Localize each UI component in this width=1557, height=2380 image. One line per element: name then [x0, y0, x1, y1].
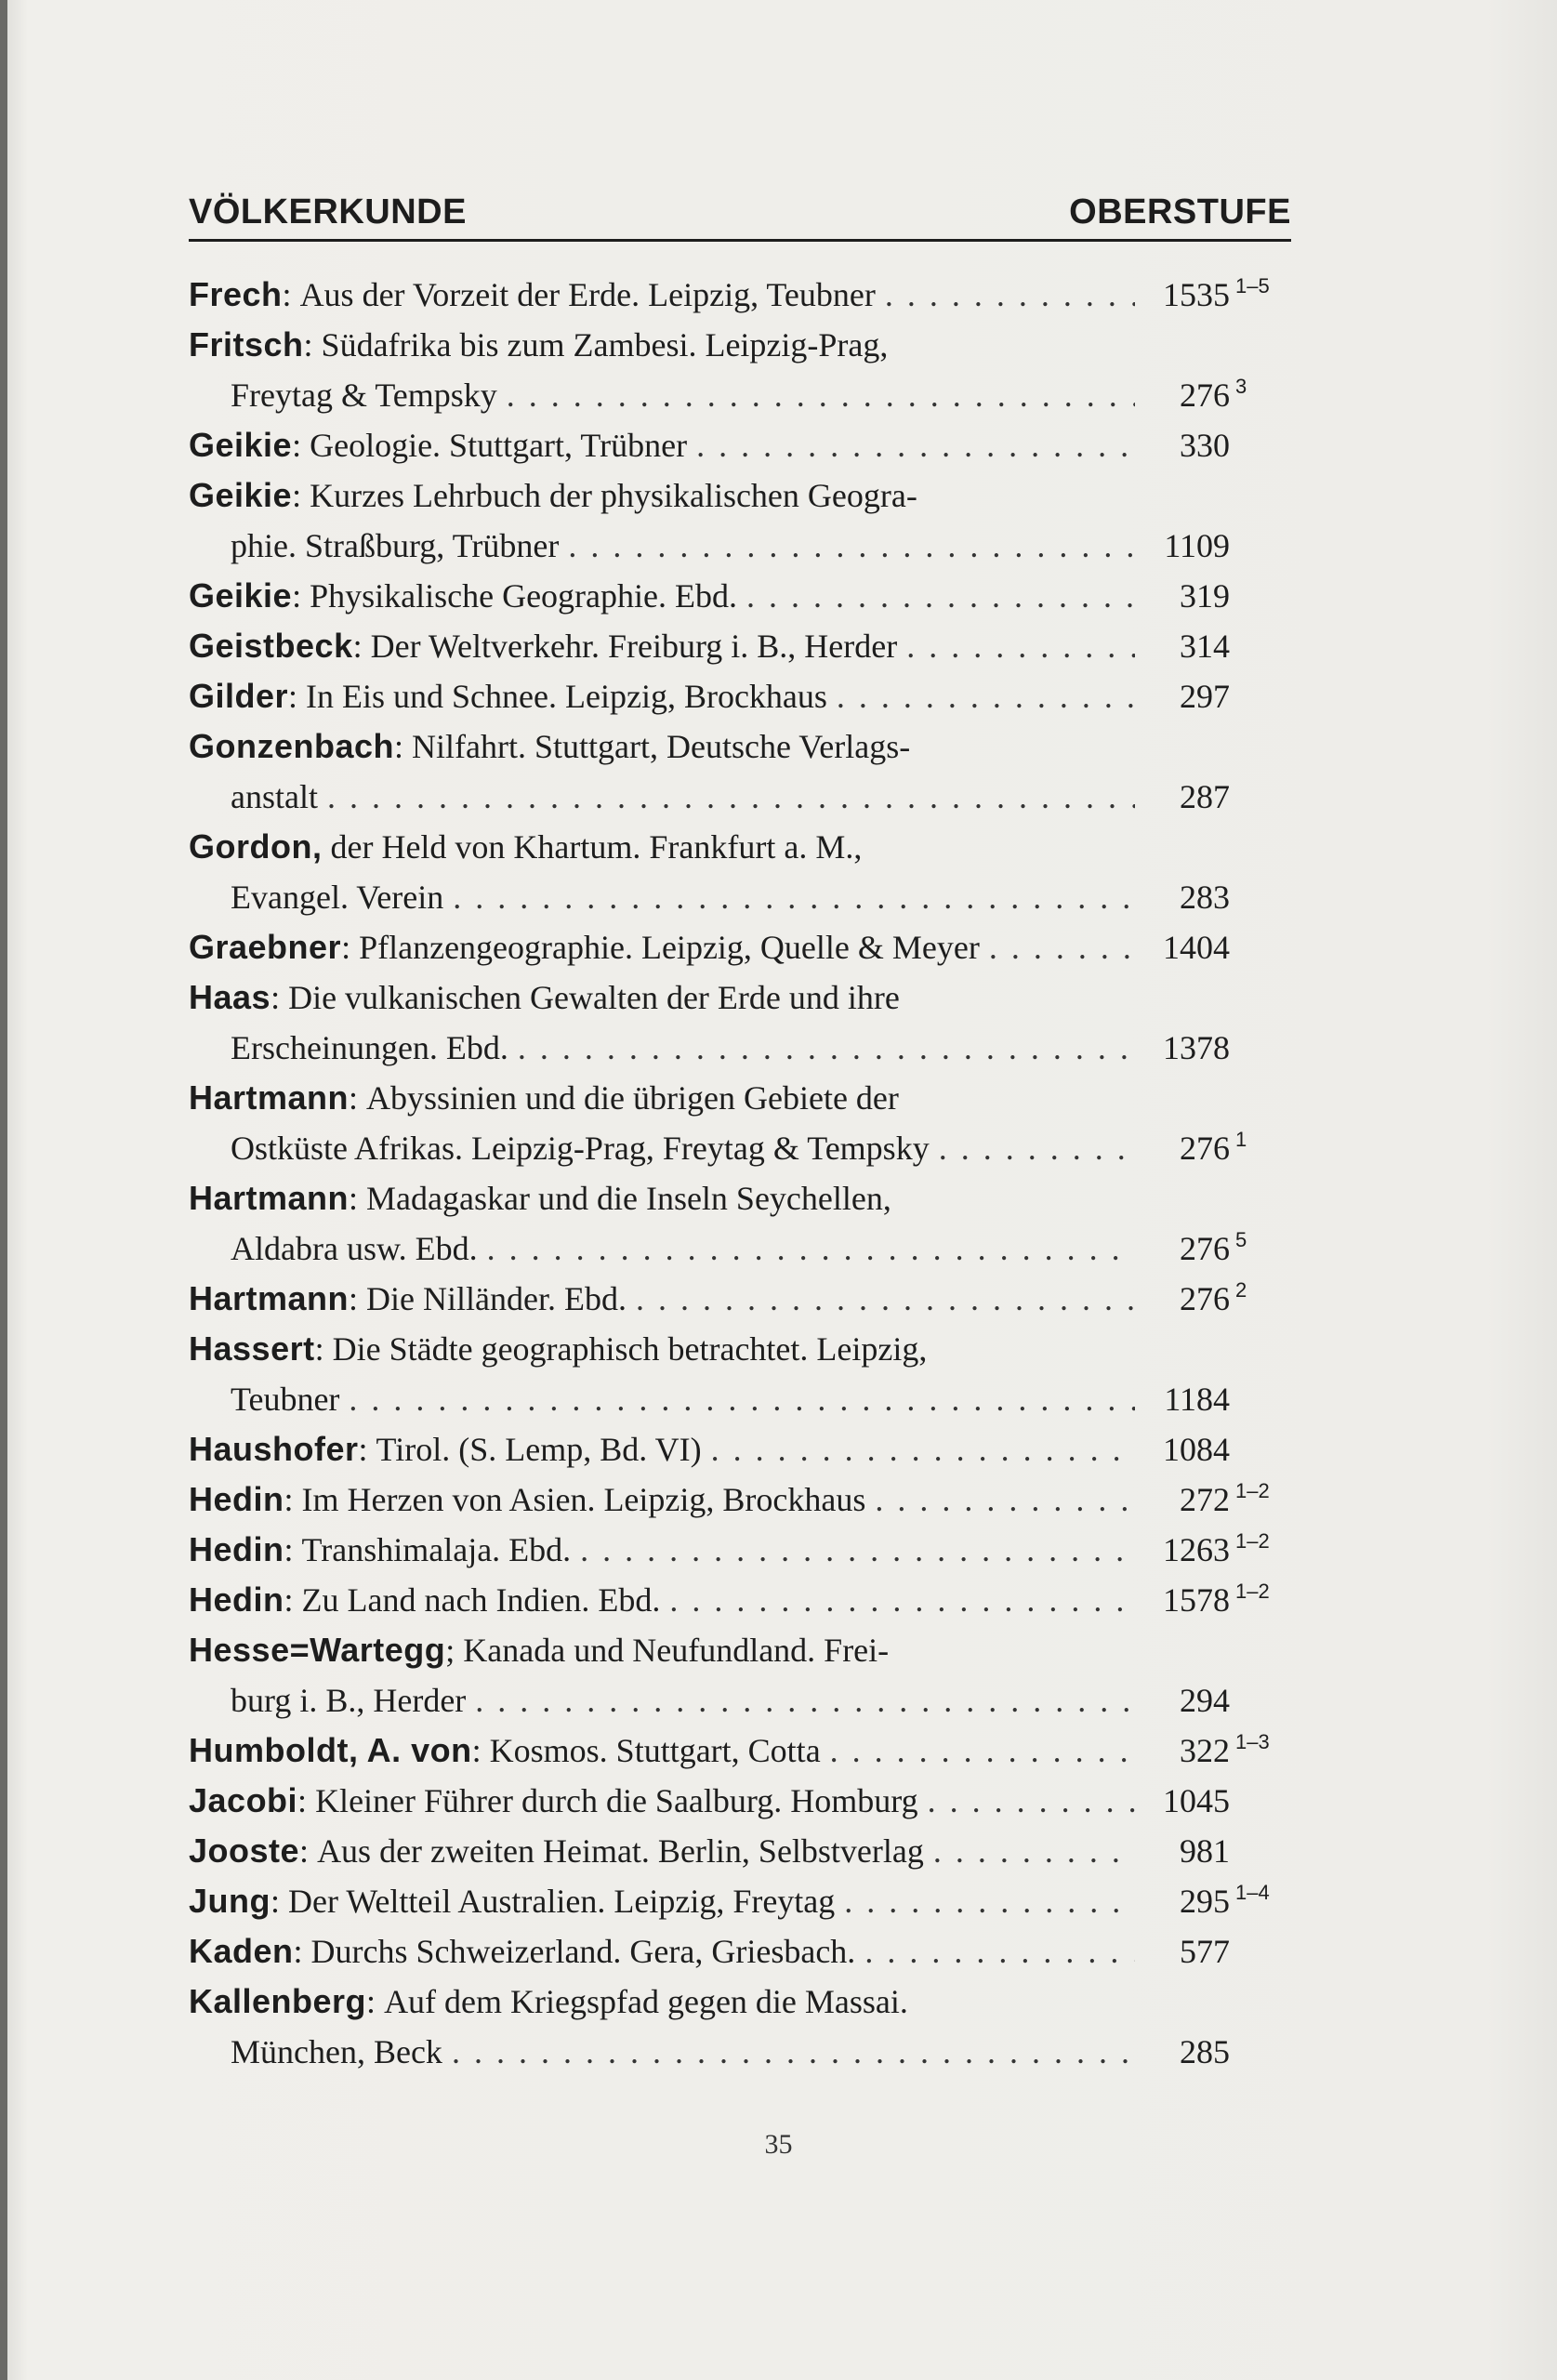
bibliography-entry: [189, 320, 1291, 420]
author-separator: :: [341, 929, 360, 966]
entry-line: [189, 1374, 1291, 1424]
dot-leader: [711, 1424, 1135, 1474]
entry-volumes: 3: [1235, 375, 1247, 398]
entry-line: [189, 1073, 1291, 1123]
entry-line: [189, 1424, 1291, 1474]
bibliography-entry: [189, 270, 1291, 320]
author-separator: :: [314, 1330, 333, 1368]
dot-leader: [746, 571, 1135, 621]
entry-number: 1404: [1163, 929, 1230, 966]
bibliography-entry: [189, 1274, 1291, 1324]
entry-number: 276: [1180, 1280, 1230, 1317]
bibliography-entry: [189, 1926, 1291, 1977]
entry-number: 577: [1180, 1933, 1230, 1970]
entry-number: 1535: [1163, 276, 1230, 313]
page-number: 35: [764, 2129, 793, 2160]
entry-line: [189, 1023, 1291, 1073]
entry-title-text: Die vulkanischen Gewalten der Erde und ihre: [288, 979, 900, 1016]
entry-author: Hartmann: [189, 1179, 350, 1217]
entry-title-text: Aldabra usw. Ebd.: [231, 1230, 478, 1267]
bibliography-entry: [189, 1324, 1291, 1424]
entry-line: [189, 1474, 1291, 1525]
entry-title-text: Der Weltverkehr. Freiburg i. B., Herder: [370, 628, 898, 665]
entry-volumes: 1–3: [1235, 1730, 1270, 1753]
dot-leader: [933, 1826, 1135, 1876]
entry-number: 1084: [1163, 1431, 1230, 1468]
dot-leader: [349, 1374, 1135, 1424]
entry-author: Jooste: [189, 1831, 300, 1870]
entry-author: Humboldt, A. von: [189, 1731, 472, 1769]
entry-number: 283: [1180, 879, 1230, 916]
entry-number: 272: [1180, 1481, 1230, 1518]
entry-line: [189, 1977, 1291, 2027]
entry-line: [189, 972, 1291, 1023]
author-separator: :: [349, 1280, 367, 1317]
dot-leader: [518, 1023, 1135, 1073]
entry-line: [189, 270, 1291, 320]
entry-author: Haas: [189, 978, 271, 1016]
entry-volumes: 1–2: [1235, 1529, 1270, 1553]
dot-leader: [507, 370, 1135, 420]
entry-author: Hedin: [189, 1530, 284, 1568]
entry-number: 1045: [1163, 1782, 1230, 1819]
entry-number: 330: [1180, 427, 1230, 464]
dot-leader: [696, 420, 1135, 470]
author-separator: :: [293, 1933, 311, 1970]
entry-author: Jung: [189, 1882, 270, 1920]
entry-line: [189, 721, 1291, 772]
dot-leader: [475, 1675, 1135, 1726]
author-separator: :: [284, 1481, 302, 1518]
entry-title-text: Geologie. Stuttgart, Trübner: [310, 427, 688, 464]
entry-line: [189, 1575, 1291, 1625]
entry-line: [189, 1726, 1291, 1776]
dot-leader: [844, 1876, 1135, 1926]
bibliography-entry: [189, 1625, 1291, 1726]
author-separator: [322, 822, 330, 872]
entry-line: [189, 521, 1291, 571]
dot-leader: [939, 1123, 1135, 1173]
dot-leader: [906, 621, 1135, 671]
entry-line: [189, 1173, 1291, 1223]
dot-leader: [837, 671, 1135, 721]
entry-title-text: Im Herzen von Asien. Leipzig, Brockhaus: [301, 1481, 866, 1518]
entry-number: 1578: [1163, 1581, 1230, 1619]
entry-title-text: Ostküste Afrikas. Leipzig-Prag, Freytag & Tempsky: [231, 1130, 930, 1167]
entry-number: 285: [1180, 2033, 1230, 2070]
entry-number: 1184: [1164, 1381, 1230, 1418]
author-separator: :: [284, 1581, 302, 1619]
entry-line: [189, 822, 1291, 872]
entry-title-text: Aus der Vorzeit der Erde. Leipzig, Teubner: [299, 276, 876, 313]
entry-title-text: Die Städte geographisch betrachtet. Leipzig,: [332, 1330, 928, 1368]
author-separator: :: [349, 1079, 367, 1117]
entry-volumes: 1–5: [1235, 274, 1270, 298]
header-left: VÖLKERKUNDE: [189, 192, 467, 231]
dot-leader: [580, 1525, 1135, 1575]
author-separator: :: [349, 1180, 367, 1217]
entry-line: [189, 621, 1291, 671]
bibliography-entry: [189, 721, 1291, 822]
dot-leader: [875, 1474, 1135, 1525]
entry-volumes: 1–2: [1235, 1479, 1270, 1502]
entry-number: 322: [1180, 1732, 1230, 1769]
author-separator: :: [284, 1531, 302, 1568]
entry-title-text: Kanada und Neufundland. Frei-: [463, 1632, 890, 1669]
entry-title-text: Physikalische Geographie. Ebd.: [310, 577, 737, 615]
entry-line: [189, 420, 1291, 470]
bibliography-entry: [189, 1424, 1291, 1474]
bibliography-entry: [189, 1726, 1291, 1776]
entry-author: Jacobi: [189, 1781, 298, 1819]
entry-title-text: Kurzes Lehrbuch der physikalischen Geogra-: [310, 477, 917, 514]
author-separator: :: [471, 1732, 490, 1769]
entry-author: Geikie: [189, 476, 293, 514]
entry-line: [189, 1776, 1291, 1826]
entry-number: 1109: [1164, 527, 1230, 564]
bibliography-list: [189, 270, 1291, 2077]
entry-line: [189, 872, 1291, 922]
entry-title-text: Pflanzengeographie. Leipzig, Quelle & Meyer: [359, 929, 980, 966]
dot-leader: [568, 521, 1135, 571]
entry-line: [189, 1876, 1291, 1926]
entry-author: Graebner: [189, 928, 342, 966]
entry-author: Fritsch: [189, 325, 304, 364]
entry-line: [189, 1223, 1291, 1274]
bibliography-entry: [189, 671, 1291, 721]
entry-author: Hedin: [189, 1480, 284, 1518]
entry-line: [189, 1525, 1291, 1575]
author-separator: :: [303, 326, 322, 364]
entry-author: Geikie: [189, 576, 293, 615]
author-separator: :: [282, 276, 300, 313]
entry-title-text: Zu Land nach Indien. Ebd.: [301, 1581, 661, 1619]
author-separator: :: [288, 678, 307, 715]
entry-line: [189, 1675, 1291, 1726]
entry-author: Hartmann: [189, 1078, 350, 1117]
entry-line: [189, 1324, 1291, 1374]
bibliography-entry: [189, 1575, 1291, 1625]
entry-line: [189, 1926, 1291, 1977]
dot-leader: [885, 270, 1135, 320]
entry-volumes: 1–2: [1235, 1580, 1270, 1603]
entry-title-text: Teubner: [231, 1381, 340, 1418]
entry-title-text: Südafrika bis zum Zambesi. Leipzig-Prag,: [321, 326, 889, 364]
entry-line: [189, 370, 1291, 420]
entry-number: 276: [1180, 377, 1230, 414]
entry-author: Hassert: [189, 1329, 315, 1368]
entry-number: 294: [1180, 1682, 1230, 1719]
entry-line: [189, 571, 1291, 621]
entry-number: 981: [1180, 1832, 1230, 1870]
entry-number: 319: [1180, 577, 1230, 615]
author-separator: :: [292, 477, 310, 514]
entry-title-text: Nilfahrt. Stuttgart, Deutsche Verlags-: [412, 728, 911, 765]
bibliography-entry: [189, 1525, 1291, 1575]
dot-leader: [453, 872, 1135, 922]
entry-title-text: Durchs Schweizerland. Gera, Griesbach.: [310, 1933, 856, 1970]
entry-title-text: In Eis und Schnee. Leipzig, Brockhaus: [306, 678, 827, 715]
author-separator: :: [366, 1983, 385, 2020]
entry-title-text: Madagaskar und die Inseln Seychellen,: [366, 1180, 891, 1217]
entry-number: 287: [1180, 778, 1230, 815]
entry-line: [189, 1826, 1291, 1876]
dot-leader: [327, 772, 1135, 822]
entry-author: Geikie: [189, 426, 293, 464]
entry-title-text: Kleiner Führer durch die Saalburg. Homburg: [315, 1782, 918, 1819]
entry-author: Kallenberg: [189, 1982, 367, 2020]
entry-author: Gordon,: [189, 827, 323, 866]
bibliography-entry: [189, 420, 1291, 470]
entry-title-text: Tirol. (S. Lemp, Bd. VI): [376, 1431, 702, 1468]
entry-number: 314: [1180, 628, 1230, 665]
entry-title-text: burg i. B., Herder: [231, 1682, 467, 1719]
author-separator: :: [299, 1832, 318, 1870]
entry-title-text: Freytag & Tempsky: [231, 377, 497, 414]
entry-author: Geistbeck: [189, 627, 353, 665]
bibliography-entry: [189, 470, 1291, 571]
entry-title-text: anstalt: [231, 778, 318, 815]
entry-title-text: Abyssinien und die übrigen Gebiete der: [366, 1079, 899, 1117]
entry-author: Gonzenbach: [189, 727, 395, 765]
entry-line: [189, 470, 1291, 521]
entry-title-text: Kosmos. Stuttgart, Cotta: [489, 1732, 821, 1769]
entry-author: Hartmann: [189, 1279, 350, 1317]
bibliography-entry: [189, 1173, 1291, 1274]
entry-number: 1378: [1163, 1029, 1230, 1066]
author-separator: :: [270, 1883, 289, 1920]
entry-title-text: Der Weltteil Australien. Leipzig, Freytag: [288, 1883, 836, 1920]
entry-line: [189, 1625, 1291, 1675]
page-edge: [0, 0, 7, 2380]
author-separator: :: [292, 427, 310, 464]
bibliography-entry: [189, 822, 1291, 922]
author-separator: :: [270, 979, 289, 1016]
author-separator: :: [358, 1431, 376, 1468]
entry-author: Hesse=Wartegg: [189, 1631, 446, 1669]
dot-leader: [864, 1926, 1135, 1977]
entry-volumes: 2: [1235, 1278, 1247, 1302]
author-separator: ;: [445, 1632, 464, 1669]
entry-line: [189, 2027, 1291, 2077]
dot-leader: [830, 1726, 1135, 1776]
entry-author: Hedin: [189, 1580, 284, 1619]
dot-leader: [636, 1274, 1135, 1324]
bibliography-entry: [189, 1826, 1291, 1876]
entry-number: 1263: [1163, 1531, 1230, 1568]
entry-title-text: Evangel. Verein: [231, 879, 444, 916]
author-separator: :: [352, 628, 371, 665]
entry-number: 276: [1180, 1230, 1230, 1267]
entry-title-text: Aus der zweiten Heimat. Berlin, Selbstverlag: [317, 1832, 924, 1870]
bibliography-entry: [189, 1876, 1291, 1926]
bibliography-entry: [189, 1776, 1291, 1826]
author-separator: :: [292, 577, 310, 615]
entry-line: [189, 1123, 1291, 1173]
entry-volumes: 1: [1235, 1128, 1247, 1151]
entry-line: [189, 1274, 1291, 1324]
author-separator: :: [394, 728, 413, 765]
entry-title-text: München, Beck: [231, 2033, 442, 2070]
bibliography-entry: [189, 1474, 1291, 1525]
page-header: [189, 191, 1291, 242]
bibliography-entry: [189, 1977, 1291, 2077]
header-right: OBERSTUFE: [1069, 192, 1291, 231]
entry-title-text: der Held von Khartum. Frankfurt a. M.,: [330, 828, 863, 866]
entry-author: Frech: [189, 275, 283, 313]
bibliography-entry: [189, 922, 1291, 972]
entry-number: 295: [1180, 1883, 1230, 1920]
entry-line: [189, 320, 1291, 370]
entry-author: Gilder: [189, 677, 289, 715]
entry-author: Haushofer: [189, 1430, 359, 1468]
dot-leader: [669, 1575, 1135, 1625]
entry-title-text: Erscheinungen. Ebd.: [231, 1029, 508, 1066]
bibliography-entry: [189, 621, 1291, 671]
entry-title-text: Die Nilländer. Ebd.: [366, 1280, 627, 1317]
dot-leader: [487, 1223, 1135, 1274]
bibliography-entry: [189, 1073, 1291, 1173]
bibliography-entry: [189, 571, 1291, 621]
entry-line: [189, 772, 1291, 822]
bibliography-entry: [189, 972, 1291, 1073]
dot-leader: [989, 922, 1135, 972]
dot-leader: [452, 2027, 1135, 2077]
entry-title-text: phie. Straßburg, Trübner: [231, 527, 560, 564]
entry-title-text: Transhimalaja. Ebd.: [301, 1531, 572, 1568]
entry-volumes: 1–4: [1235, 1881, 1270, 1904]
entry-line: [189, 671, 1291, 721]
entry-line: [189, 922, 1291, 972]
entry-volumes: 5: [1235, 1228, 1247, 1251]
entry-author: Kaden: [189, 1932, 294, 1970]
dot-leader: [928, 1776, 1135, 1826]
entry-number: 297: [1180, 678, 1230, 715]
author-separator: :: [297, 1782, 316, 1819]
entry-number: 276: [1180, 1130, 1230, 1167]
entry-title-text: Auf dem Kriegspfad gegen die Massai.: [384, 1983, 908, 2020]
